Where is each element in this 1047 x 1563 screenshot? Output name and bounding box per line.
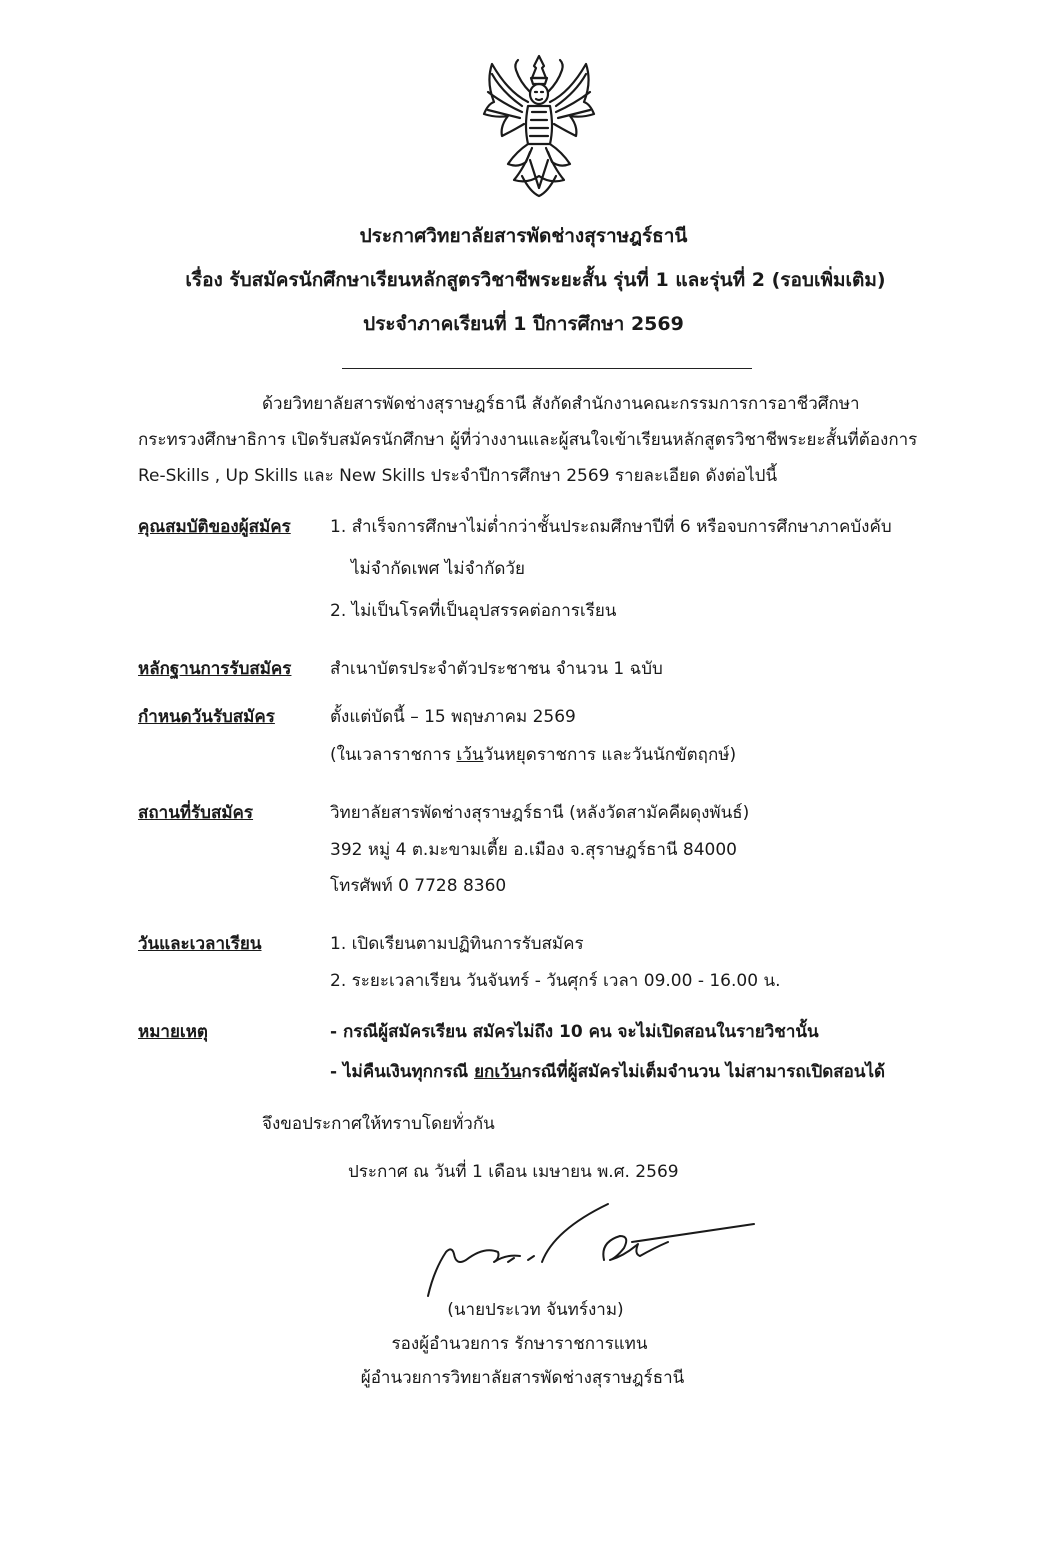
intro-line-3: Re-Skills , Up Skills และ New Skills ประจำปีการศึกษา 2569 รายละเอียด ดังต่อไปนี้ [138,466,778,486]
remarks-line-2-pre: - ไม่คืนเงินทุกกรณี [330,1062,475,1082]
location-line-2: 392 หมู่ 4 ต.มะขามเตี้ย อ.เมือง จ.สุราษฎร์ธานี 84000 [330,840,737,860]
deadline-note-except: เว้น [456,745,484,765]
location-label: สถานที่รับสมัคร [138,803,254,823]
remarks-line-2-except: ยกเว้น [474,1062,522,1082]
qualification-item-1: 1. สำเร็จการศึกษาไม่ต่ำกว่าชั้นประถมศึกษาปีที่ 6 หรือจบการศึกษาภาคบังคับ [330,517,892,537]
schedule-line-2: 2. ระยะเวลาเรียน วันจันทร์ - วันศุกร์ เวลา 09.00 - 16.00 น. [330,971,781,991]
signer-name: (นายประเวท จันทร์งาม) [447,1300,624,1320]
remarks-line-2-post: กรณีที่ผู้สมัครไม่เต็มจำนวน ไม่สามารถเปิดสอนได้ [521,1062,886,1082]
schedule-line-1: 1. เปิดเรียนตามปฏิทินการรับสมัคร [330,934,584,954]
location-phone: โทรศัพท์ 0 7728 8360 [330,876,507,896]
title-divider [342,368,752,369]
remarks-line-2 [330,1058,885,1085]
qualifications-label: คุณสมบัติของผู้สมัคร [138,517,291,537]
schedule-label: วันและเวลาเรียน [138,934,262,954]
qualification-item-1-cont: ไม่จำกัดเพศ ไม่จำกัดวัย [351,559,525,579]
announcement-subject: เรื่อง รับสมัครนักศึกษาเรียนหลักสูตรวิชาชีพระยะสั้น รุ่นที่ 1 และรุ่นที่ 2 (รอบเพิ่มเติม) [185,269,886,291]
deadline-note [330,741,736,768]
signature-icon [424,1200,760,1302]
deadline-note-post: วันหยุดราชการ และวันนักขัตฤกษ์) [483,745,737,765]
announcement-date: ประกาศ ณ วันที่ 1 เดือน เมษายน พ.ศ. 2569 [348,1162,679,1182]
intro-line-1: ด้วยวิทยาลัยสารพัดช่างสุราษฎร์ธานี สังกัดสำนักงานคณะกรรมการการอาชีวศึกษา [262,394,860,414]
signer-position-1: รองผู้อำนวยการ รักษาราชการแทน [391,1334,648,1354]
announcement-title: ประกาศวิทยาลัยสารพัดช่างสุราษฎร์ธานี [359,225,688,247]
deadline-note-pre: (ในเวลาราชการ [330,745,457,765]
garuda-emblem-icon [478,52,600,200]
remarks-label: หมายเหตุ [138,1022,208,1042]
documents-value: สำเนาบัตรประจำตัวประชาชน จำนวน 1 ฉบับ [330,659,663,679]
remarks-line-1: - กรณีผู้สมัครเรียน สมัครไม่ถึง 10 คน จะไม่เปิดสอนในรายวิชานั้น [330,1022,819,1042]
deadline-value: ตั้งแต่บัดนี้ – 15 พฤษภาคม 2569 [330,707,576,727]
signer-position-2: ผู้อำนวยการวิทยาลัยสารพัดช่างสุราษฎร์ธานี [360,1368,685,1388]
announcement-term: ประจำภาคเรียนที่ 1 ปีการศึกษา 2569 [363,313,684,335]
documents-label: หลักฐานการรับสมัคร [138,659,292,679]
closing-announce: จึงขอประกาศให้ทราบโดยทั่วกัน [262,1114,495,1134]
location-line-1: วิทยาลัยสารพัดช่างสุราษฎร์ธานี (หลังวัดสามัคคีผดุงพันธ์) [330,803,750,823]
qualification-item-2: 2. ไม่เป็นโรคที่เป็นอุปสรรคต่อการเรียน [330,601,617,621]
intro-line-2: กระทรวงศึกษาธิการ เปิดรับสมัครนักศึกษา ผู้ที่ว่างงานและผู้สนใจเข้าเรียนหลักสูตรวิชาชีพระยะสั้นที่ต้องการ [138,430,918,450]
deadline-label: กำหนดวันรับสมัคร [138,707,275,727]
